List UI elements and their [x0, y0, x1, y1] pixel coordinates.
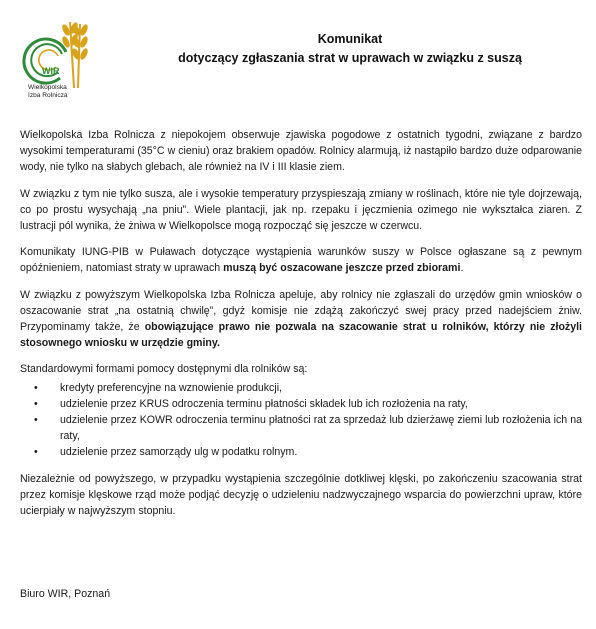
paragraph-1: Wielkopolska Izba Rolnicza z niepokojem obserwuje zjawiska pogodowe z ostatnich tygodni, związane z bardzo wysokimi temperaturami (35°C w cieniu) oraz brakiem opadów. Rolnicy alarmują, iż nastąpiło bardzo duże odparowanie wody, nie tylko na słabych glebach, ale również na IV i III klasie ziem.: [20, 129, 582, 174]
logo-org-name: [28, 84, 98, 99]
list-item-text: udzielenie przez KOWR odroczenia terminu płatności rat za sprzedaż lub dzierżawę ziemi lub rozłożenia ich na raty,: [60, 414, 582, 443]
list-item-text: kredyty preferencyjne na wznowienie produkcji,: [60, 381, 282, 394]
paragraph-2: W związku z tym nie tylko susza, ale i wysokie temperatury przyspieszają zmiany w roślinach, które nie tyle dojrzewają, co po prostu wysychają „na pniu”. Wiele plantacji, jak np. rzepaku i jęczmienia ozimego nie wykształca ziaren. Z lustracji pól wynika, że żniwa w Wielkopolsce mogą rozpocząć się jeszcze w czerwcu.: [20, 187, 582, 233]
paragraph-5: Niezależnie od powyższego, w przypadku wystąpienia szczególnie dotkliwej klęski, po zakończeniu szacowania strat przez komisje klęskowe rząd może podjąć decyzję o udzieleniu nadzwyczajnego wsparcia do powierzchni upraw, które ucierpiały w najwyższym stopniu.: [20, 472, 582, 518]
list-item: [34, 412, 582, 444]
logo-mark: WIR: [42, 66, 60, 76]
list-item-text: udzielenie przez KRUS odroczenia terminu płatności składek lub ich rozłożenia na raty,: [60, 397, 468, 410]
title-line-2: dotyczący zgłaszania strat w uprawach w związku z suszą: [178, 51, 522, 65]
list-item: [34, 444, 582, 460]
paragraph-3-emphasis: muszą być oszacowane jeszcze przed zbiorami: [223, 262, 461, 275]
bullet-icon: •: [34, 414, 38, 427]
bullet-icon: •: [34, 397, 38, 410]
paragraph-4-emphasis: obowiązujące prawo nie pozwala na szacowanie strat u rolników, którzy nie złożyli stosownego wniosku w urzędzie gminy.: [20, 321, 582, 350]
paragraph-4: [20, 287, 582, 352]
paragraph-3-end: .: [460, 262, 464, 275]
document-body: [20, 127, 582, 529]
document-title: [130, 30, 570, 68]
bullet-icon: •: [34, 446, 38, 459]
paragraph-3: [20, 244, 582, 276]
logo-org-line2: Izba Rolnicza: [28, 91, 68, 99]
list-intro: Standardowymi formami pomocy dostępnymi dla rolników są:: [20, 363, 308, 376]
list-item: [34, 396, 582, 412]
list-item-text: udzielenie przez samorządy ulg w podatku rolnym.: [60, 446, 298, 459]
title-line-1: Komunikat: [317, 32, 383, 46]
paragraph-4-text: W związku z powyższym Wielkopolska Izba Rolnicza apeluje, aby rolnicy nie zgłaszali do urzędów gmin wniosków o oszacowanie strat „na ostatnią chwilę”, gdyż komisje nie zdążą zakończyć swej pracy przed nadejściem żniw. Przypominamy także, że: [20, 288, 582, 334]
aid-forms-list: [20, 380, 582, 461]
list-item: [34, 380, 582, 396]
signature: Biuro WIR, Poznań: [20, 588, 111, 600]
paragraph-3-text: Komunikaty IUNG-PIB w Puławach dotyczące wystąpienia warunków suszy w Polsce ogłaszane są z pewnym opóźnieniem, natomiast straty w uprawach: [20, 246, 582, 275]
logo-org-line1: Wielkopolska: [28, 84, 67, 91]
bullet-icon: •: [34, 381, 38, 394]
